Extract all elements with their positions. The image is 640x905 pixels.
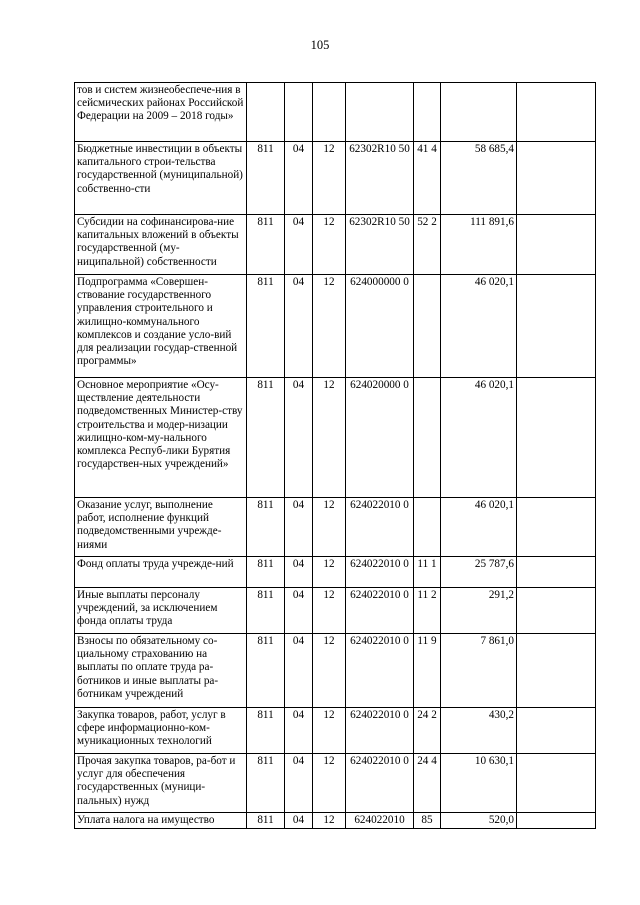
cell-extra (517, 634, 596, 708)
cell-amount: 111 891,6 (441, 215, 517, 275)
cell-subsection: 12 (313, 378, 346, 498)
cell-grbs: 811 (247, 813, 285, 829)
cell-amount: 291,2 (441, 588, 517, 634)
cell-expense-type: 11 1 (414, 557, 441, 588)
cell-expense-type: 52 2 (414, 215, 441, 275)
cell-expense-type (414, 378, 441, 498)
cell-expense-type: 85 (414, 813, 441, 829)
cell-name: Основное мероприятие «Осу-ществление деятельности подведомственных Министер-ству строительства и модер-низации жилищно-ком-му-нального комплекса Респуб-лики Бурятия государствен-ных учреждений» (75, 378, 247, 498)
table-body (75, 83, 596, 829)
cell-amount: 430,2 (441, 708, 517, 754)
cell-target-article (346, 83, 414, 142)
cell-subsection (313, 83, 346, 142)
cell-target-article: 624022010 0 (346, 498, 414, 557)
cell-expense-type: 41 4 (414, 142, 441, 215)
cell-extra (517, 557, 596, 588)
cell-extra (517, 813, 596, 829)
cell-expense-type: 11 9 (414, 634, 441, 708)
cell-amount: 46 020,1 (441, 498, 517, 557)
cell-grbs: 811 (247, 498, 285, 557)
cell-section: 04 (285, 813, 313, 829)
cell-section: 04 (285, 275, 313, 378)
cell-target-article: 62302R10 50 (346, 215, 414, 275)
cell-extra (517, 588, 596, 634)
cell-name: Прочая закупка товаров, ра-бот и услуг для обеспечения государственных (муници-пальных) нужд (75, 754, 247, 813)
cell-section: 04 (285, 215, 313, 275)
table-row (75, 588, 596, 634)
cell-extra (517, 754, 596, 813)
table-row (75, 83, 596, 142)
cell-section: 04 (285, 378, 313, 498)
cell-section: 04 (285, 708, 313, 754)
cell-section: 04 (285, 634, 313, 708)
cell-name: Подпрограмма «Совершен-ствование государственного управления строительного и жилищно-коммунального комплексов и создание усло-вий для реализации государ-ственной программы» (75, 275, 247, 378)
cell-section: 04 (285, 498, 313, 557)
cell-extra (517, 378, 596, 498)
cell-subsection: 12 (313, 275, 346, 378)
cell-amount: 46 020,1 (441, 378, 517, 498)
table-row (75, 557, 596, 588)
cell-subsection: 12 (313, 142, 346, 215)
cell-grbs: 811 (247, 634, 285, 708)
cell-grbs: 811 (247, 588, 285, 634)
table-row (75, 708, 596, 754)
table-row (75, 275, 596, 378)
cell-expense-type: 24 2 (414, 708, 441, 754)
cell-amount: 7 861,0 (441, 634, 517, 708)
cell-name: Взносы по обязательному со-циальному страхованию на выплаты по оплате труда ра-ботников и иные выплаты ра-ботникам учреждений (75, 634, 247, 708)
cell-target-article: 624022010 (346, 813, 414, 829)
cell-amount (441, 83, 517, 142)
cell-subsection: 12 (313, 215, 346, 275)
cell-subsection: 12 (313, 588, 346, 634)
cell-grbs: 811 (247, 754, 285, 813)
cell-extra (517, 498, 596, 557)
cell-grbs (247, 83, 285, 142)
cell-amount: 520,0 (441, 813, 517, 829)
cell-extra (517, 215, 596, 275)
cell-extra (517, 142, 596, 215)
cell-subsection: 12 (313, 754, 346, 813)
budget-table (74, 82, 596, 829)
cell-expense-type (414, 498, 441, 557)
cell-name: Уплата налога на имущество (75, 813, 247, 829)
cell-amount: 10 630,1 (441, 754, 517, 813)
cell-expense-type (414, 83, 441, 142)
cell-subsection: 12 (313, 557, 346, 588)
cell-target-article: 624022010 0 (346, 708, 414, 754)
cell-expense-type: 24 4 (414, 754, 441, 813)
cell-name: Бюджетные инвестиции в объекты капитального строи-тельства государственной (муниципальной) собственно-сти (75, 142, 247, 215)
cell-extra (517, 275, 596, 378)
cell-subsection: 12 (313, 813, 346, 829)
table-row (75, 378, 596, 498)
cell-name: Закупка товаров, работ, услуг в сфере информационно-ком-муникационных технологий (75, 708, 247, 754)
cell-target-article: 624022010 0 (346, 754, 414, 813)
cell-name: Иные выплаты персоналу учреждений, за исключением фонда оплаты труда (75, 588, 247, 634)
cell-name: Оказание услуг, выполнение работ, исполнение функций подведомственными учрежде-ниями (75, 498, 247, 557)
cell-target-article: 62302R10 50 (346, 142, 414, 215)
cell-amount: 46 020,1 (441, 275, 517, 378)
cell-amount: 25 787,6 (441, 557, 517, 588)
cell-target-article: 624022010 0 (346, 557, 414, 588)
table-row (75, 754, 596, 813)
cell-section: 04 (285, 557, 313, 588)
cell-grbs: 811 (247, 142, 285, 215)
table-row (75, 215, 596, 275)
cell-subsection: 12 (313, 708, 346, 754)
cell-section (285, 83, 313, 142)
cell-target-article: 624020000 0 (346, 378, 414, 498)
page-number: 105 (310, 38, 330, 52)
cell-grbs: 811 (247, 378, 285, 498)
cell-name: тов и систем жизнеобеспече-ния в сейсмических районах Российской Федерации на 2009 – 2018 годы» (75, 83, 247, 142)
cell-subsection: 12 (313, 498, 346, 557)
table-row (75, 142, 596, 215)
cell-expense-type: 11 2 (414, 588, 441, 634)
cell-target-article: 624022010 0 (346, 588, 414, 634)
table-row (75, 498, 596, 557)
cell-amount: 58 685,4 (441, 142, 517, 215)
cell-subsection: 12 (313, 634, 346, 708)
cell-expense-type (414, 275, 441, 378)
cell-target-article: 624022010 0 (346, 634, 414, 708)
cell-name: Субсидии на софинансирова-ние капитальных вложений в объекты государственной (му-ниципальной) собственности (75, 215, 247, 275)
cell-extra (517, 83, 596, 142)
cell-target-article: 624000000 0 (346, 275, 414, 378)
cell-grbs: 811 (247, 557, 285, 588)
table-row (75, 813, 596, 829)
cell-section: 04 (285, 142, 313, 215)
cell-grbs: 811 (247, 708, 285, 754)
cell-section: 04 (285, 588, 313, 634)
cell-extra (517, 708, 596, 754)
cell-grbs: 811 (247, 215, 285, 275)
cell-section: 04 (285, 754, 313, 813)
cell-name: Фонд оплаты труда учрежде-ний (75, 557, 247, 588)
table-row (75, 634, 596, 708)
cell-grbs: 811 (247, 275, 285, 378)
